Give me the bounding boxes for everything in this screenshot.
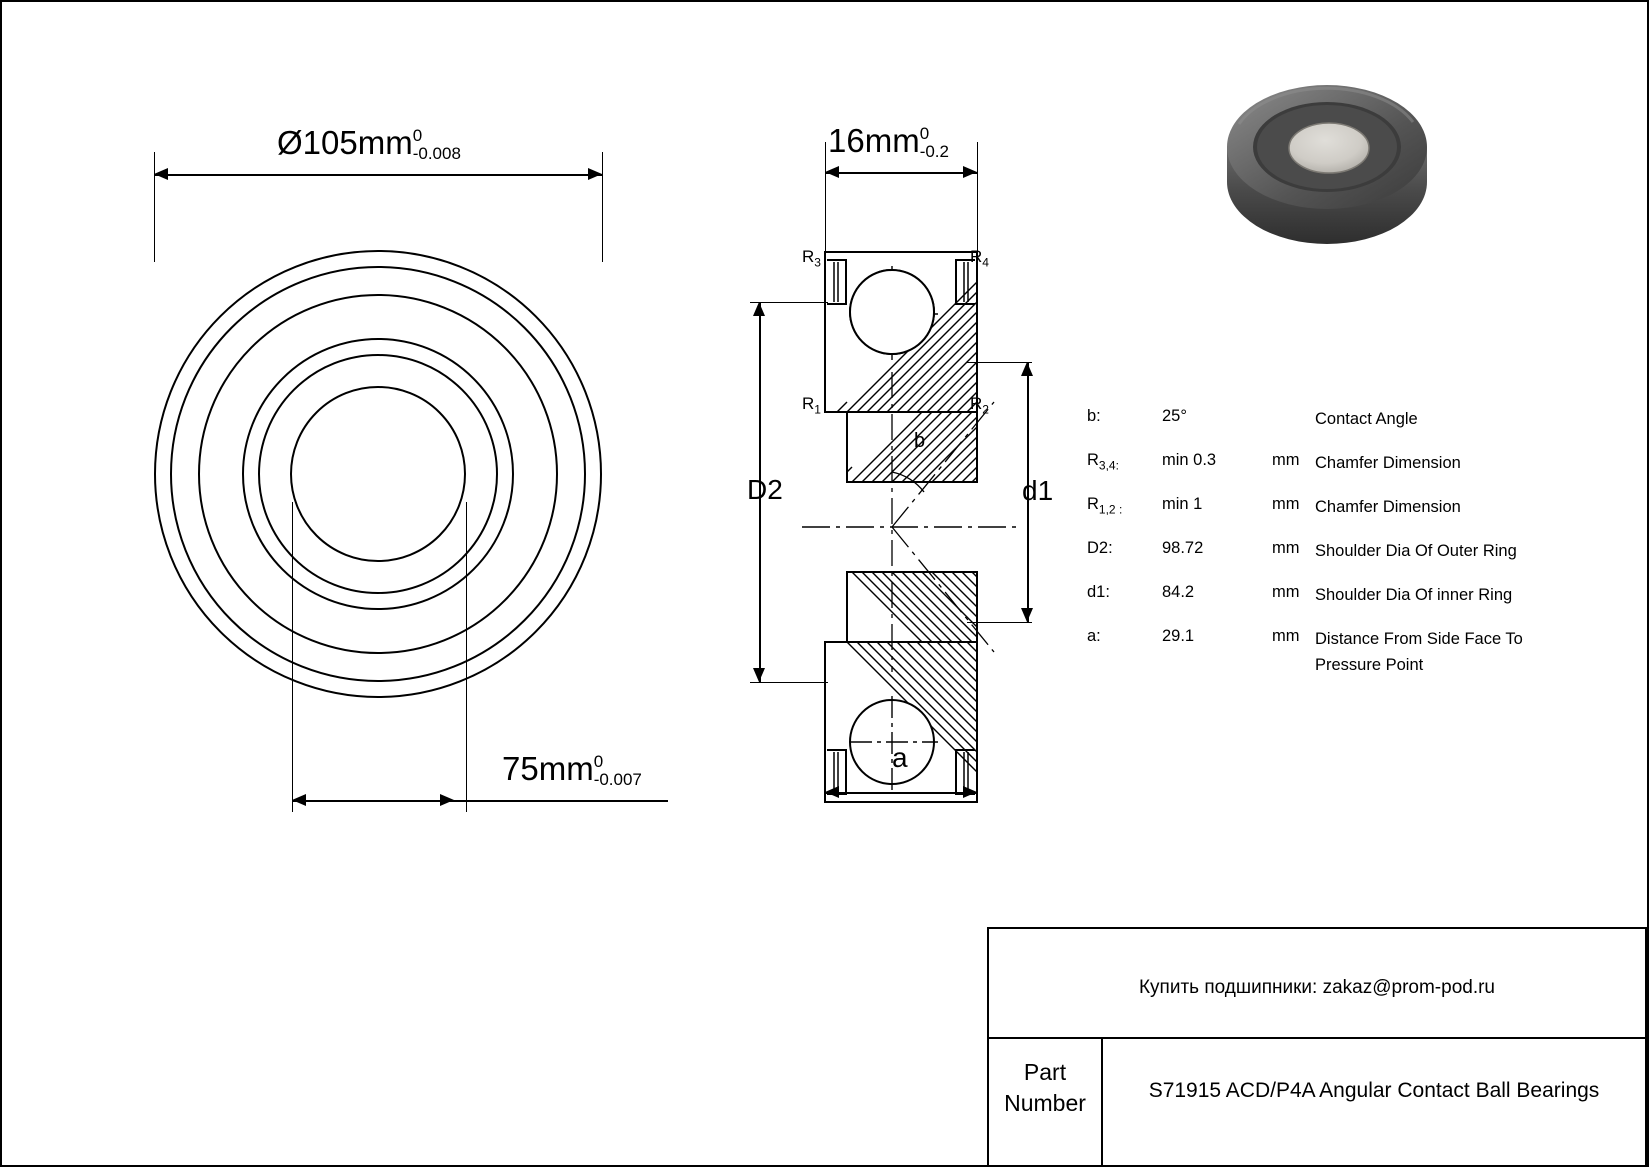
spec-symbol: a: [1087, 627, 1101, 645]
spec-unit: mm [1272, 495, 1300, 513]
spec-row [1087, 407, 1617, 451]
width-dimension-text [828, 122, 949, 161]
bore-tol-lower: -0.007 [593, 770, 642, 790]
bore-circle [290, 386, 466, 562]
spec-unit: mm [1272, 451, 1300, 469]
spec-description: Distance From Side Face To Pressure Point [1315, 630, 1523, 674]
spec-symbol: $R_{3,4:}$ [1087, 451, 1119, 473]
a-dimension-line [825, 792, 977, 794]
a-ext-right [977, 622, 978, 802]
spec-unit: mm [1272, 539, 1300, 557]
spec-value: min 0.3 [1162, 451, 1217, 469]
width-arrow-left [825, 166, 839, 178]
od-tol-upper: 0 [412, 126, 423, 146]
title-block [987, 927, 1647, 1167]
d1-arrow-top [1021, 362, 1033, 376]
title-block-divider [1101, 1039, 1103, 1167]
width-ext-left [825, 142, 826, 262]
spec-value: 29.1 [1162, 627, 1195, 645]
width-tol-upper: 0 [919, 124, 930, 144]
spec-row [1087, 627, 1617, 697]
bore-tol-upper: 0 [593, 752, 604, 772]
spec-table [1087, 407, 1617, 697]
width-tol-lower: -0.2 [919, 142, 949, 162]
od-tol-lower: -0.008 [412, 144, 461, 164]
spec-description: Contact Angle [1315, 410, 1418, 428]
a-label: a [892, 742, 908, 773]
contact-email-text: Купить подшипники: zakaz@prom-pod.ru [1138, 977, 1496, 998]
od-dimension-line [154, 174, 602, 176]
bore-arrow-right [440, 794, 454, 806]
spec-symbol: D2: [1087, 539, 1113, 557]
spec-row [1087, 583, 1617, 627]
spec-symbol: d1: [1087, 583, 1110, 601]
spec-unit: mm [1272, 627, 1300, 645]
d2-label: D2 [747, 474, 783, 505]
part-label-line1: Part [1023, 1059, 1067, 1085]
bore-leader-line [468, 800, 668, 802]
spec-row [1087, 539, 1617, 583]
width-ext-right [977, 142, 978, 262]
spec-row [1087, 495, 1617, 539]
spec-value: 84.2 [1162, 583, 1195, 601]
part-label-line2: Number [1004, 1090, 1086, 1117]
d2-ext-top [750, 302, 828, 303]
bore-ext-line-left [292, 502, 293, 812]
r4-label: $R_4$ [970, 247, 989, 270]
bearing-photo [1217, 62, 1437, 277]
d2-ext-bottom [750, 682, 828, 683]
od-arrow-left [154, 168, 168, 180]
spec-value: min 1 [1162, 495, 1203, 513]
spec-unit: mm [1272, 583, 1300, 601]
spec-symbol: $R_{1,2 :}$ [1087, 495, 1123, 517]
d1-ext-top [967, 362, 1032, 363]
r1-label: $R_1$ [802, 394, 821, 417]
bore-arrow-left [292, 794, 306, 806]
bore-ext-line-right [466, 502, 467, 812]
r3-label: $R_3$ [802, 247, 821, 270]
d2-arrow-bottom [753, 668, 765, 682]
od-value: Ø105mm [277, 124, 413, 161]
d2-arrow-top [753, 302, 765, 316]
spec-description: Shoulder Dia Of inner Ring [1315, 586, 1513, 604]
spec-row [1087, 451, 1617, 495]
r2-label: $R_2$ [970, 394, 989, 417]
contact-angle-label: b [914, 430, 926, 452]
width-arrow-right [963, 166, 977, 178]
od-dimension-text [277, 124, 461, 163]
spec-description: Shoulder Dia Of Outer Ring [1315, 542, 1517, 560]
d1-arrow-bottom [1021, 608, 1033, 622]
bore-value: 75mm [502, 750, 594, 787]
width-dimension-line [825, 172, 977, 174]
bore-dimension-text [502, 750, 642, 789]
part-number-value: S71915 ACD/P4A Angular Contact Ball Bearings [1148, 1079, 1600, 1102]
spec-value: 25° [1162, 407, 1187, 425]
spec-symbol: b: [1087, 407, 1101, 425]
spec-value: 98.72 [1162, 539, 1204, 557]
spec-description: Chamfer Dimension [1315, 498, 1461, 516]
a-arrow-left [825, 786, 839, 798]
a-arrow-right [963, 786, 977, 798]
od-ext-line-right [602, 152, 603, 262]
od-arrow-right [588, 168, 602, 180]
d1-label: d1 [1022, 475, 1054, 506]
spec-description: Chamfer Dimension [1315, 454, 1461, 472]
part-number-label [989, 1057, 1101, 1119]
width-value: 16mm [828, 122, 920, 159]
